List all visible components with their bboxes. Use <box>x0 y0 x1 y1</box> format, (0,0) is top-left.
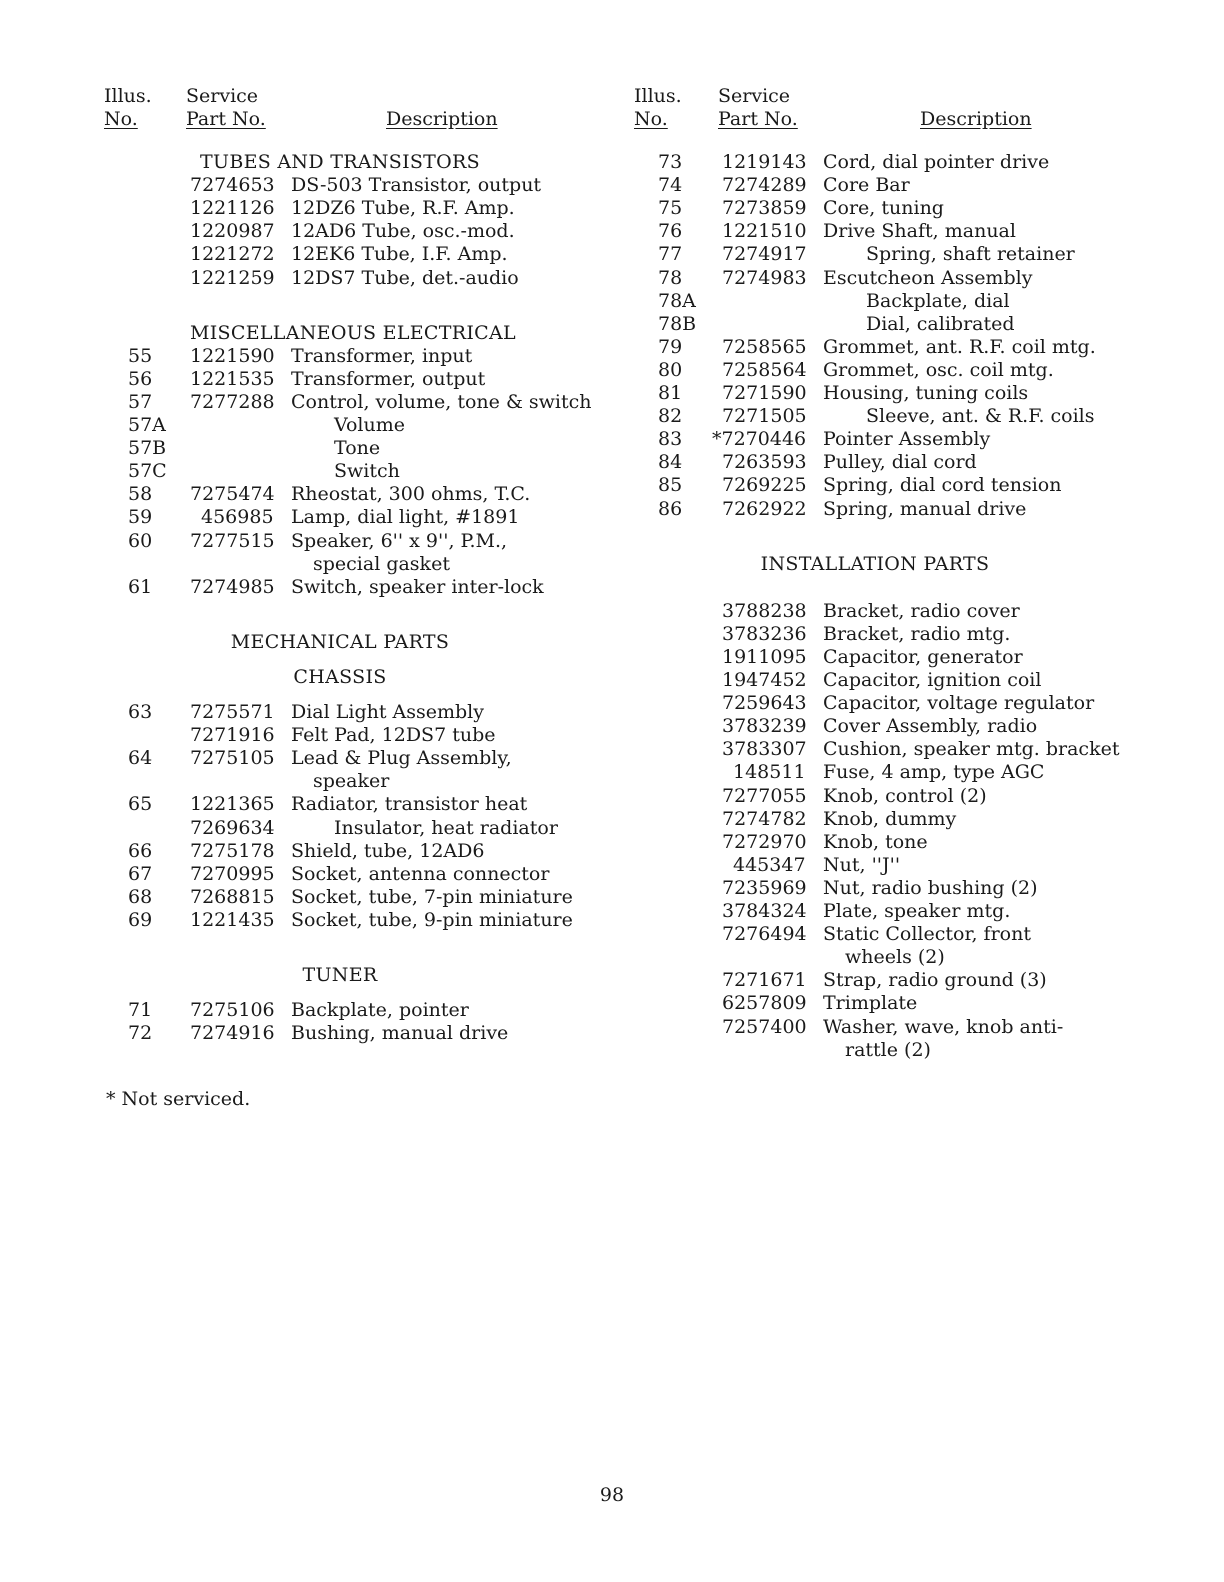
service-part-number: 7258565 <box>722 335 807 358</box>
section-heading: TUNER <box>302 964 378 986</box>
part-description: Capacitor, ignition coil <box>823 669 1042 691</box>
part-description: Pointer Assembly <box>823 428 991 451</box>
illus-number: 75 <box>658 197 683 220</box>
service-part-number: 3783239 <box>722 715 807 738</box>
part-description: Switch, speaker inter-lock <box>291 575 544 598</box>
part-description: Knob, tone <box>823 830 928 853</box>
service-part-number: 7274983 <box>722 266 807 289</box>
service-part-number: 7275105 <box>190 747 275 770</box>
part-description: Lamp, dial light, #1891 <box>291 506 520 529</box>
part-description: Sleeve, ant. & R.F. coils <box>866 405 1095 428</box>
part-description: Radiator, transistor heat <box>291 793 528 816</box>
part-description: Plate, speaker mtg. <box>823 900 1011 922</box>
part-description: Escutcheon Assembly <box>823 266 1033 289</box>
part-description: Socket, antenna connector <box>291 862 550 885</box>
illus-number: 81 <box>658 382 683 404</box>
service-part-number: 7271916 <box>190 724 275 747</box>
part-row <box>612 1016 1224 1039</box>
illus-number: 57A <box>128 414 166 436</box>
part-description: Nut, radio bushing (2) <box>823 876 1038 899</box>
part-description: Core Bar <box>823 174 910 197</box>
illus-header-line2: No. <box>634 108 668 130</box>
part-description: wheels (2) <box>845 946 945 969</box>
service-part-number: 1947452 <box>722 669 807 691</box>
service-part-number: 7275571 <box>190 701 275 723</box>
part-description: special gasket <box>313 552 450 575</box>
illus-number: 58 <box>128 483 153 506</box>
part-row <box>0 243 612 266</box>
section-heading: CHASSIS <box>293 665 387 688</box>
illus-number: 74 <box>658 174 683 197</box>
service-part-number: 7268815 <box>190 885 275 908</box>
part-row <box>0 576 612 599</box>
part-description: Cushion, speaker mtg. bracket <box>823 738 1120 761</box>
illus-number: 83 <box>658 428 683 451</box>
service-part-number: 7274653 <box>190 174 275 197</box>
illus-number: 66 <box>128 839 153 862</box>
service-part-number: 1221365 <box>190 793 275 816</box>
service-part-number: 1221272 <box>190 243 275 266</box>
part-description: Lead & Plug Assembly, <box>291 747 512 770</box>
part-description: Spring, manual drive <box>823 497 1027 520</box>
illus-number: 65 <box>128 793 153 816</box>
part-description: Tone <box>334 437 381 460</box>
part-description: Bracket, radio cover <box>823 599 1020 622</box>
illus-number: 78A <box>658 289 696 312</box>
illus-number: 84 <box>658 451 683 474</box>
service-part-number: 148511 <box>733 761 806 784</box>
page-number: 98 <box>599 1484 625 1506</box>
service-part-number: 3788238 <box>722 599 807 622</box>
part-row <box>0 553 612 576</box>
illus-number: 57B <box>128 437 167 460</box>
section-heading: MECHANICAL PARTS <box>230 630 450 653</box>
part-row <box>0 701 612 724</box>
part-row <box>612 428 1224 451</box>
part-description: Control, volume, tone & switch <box>291 390 592 413</box>
part-description: Socket, tube, 7-pin miniature <box>291 885 573 908</box>
part-description: Backplate, pointer <box>291 999 469 1022</box>
part-description: DS-503 Transistor, output <box>291 174 542 197</box>
part-description: 12DZ6 Tube, R.F. Amp. <box>291 197 515 220</box>
illus-header-line1: Illus. <box>104 85 152 107</box>
part-row <box>612 623 1224 646</box>
part-description: Drive Shaft, manual <box>823 220 1016 243</box>
illus-number: 80 <box>658 358 683 381</box>
part-row <box>612 405 1224 428</box>
section-heading: MISCELLANEOUS ELECTRICAL <box>190 321 516 344</box>
part-description: Transformer, output <box>291 367 486 390</box>
part-description: Insulator, heat radiator <box>334 816 558 839</box>
illus-number: 79 <box>658 335 683 358</box>
service-part-number: 7277288 <box>190 390 275 413</box>
service-part-number: 7274289 <box>722 174 807 197</box>
part-row <box>612 290 1224 313</box>
part-row <box>612 498 1224 521</box>
part-description: Strap, radio ground (3) <box>823 969 1047 992</box>
illus-number: 55 <box>128 344 153 367</box>
service-part-number: 1911095 <box>722 645 807 668</box>
service-part-number: 7263593 <box>722 451 807 474</box>
illus-number: 57 <box>128 390 153 413</box>
service-part-number: 7277515 <box>190 529 275 552</box>
service-part-number: 6257809 <box>722 992 807 1015</box>
part-description: Socket, tube, 9-pin miniature <box>291 908 573 931</box>
service-part-number: 1221259 <box>190 266 275 289</box>
part-row <box>612 243 1224 266</box>
illus-number: 76 <box>658 220 683 243</box>
service-part-number: 456985 <box>201 506 274 529</box>
illus-number: 64 <box>128 747 153 770</box>
service-part-number: 1221126 <box>190 197 275 220</box>
part-row <box>612 151 1224 174</box>
part-description: Dial, calibrated <box>866 312 1015 335</box>
service-part-number: 7277055 <box>722 784 807 807</box>
service-part-number: 7272970 <box>722 830 807 853</box>
part-row <box>0 220 612 243</box>
part-description: Washer, wave, knob anti- <box>823 1015 1064 1038</box>
part-row <box>612 946 1224 969</box>
service-part-number: 7258564 <box>722 358 807 381</box>
service-part-number: 3783307 <box>722 738 807 761</box>
service-part-number: 7257400 <box>722 1015 807 1038</box>
service-part-number: 7275106 <box>190 999 275 1022</box>
part-row <box>612 785 1224 808</box>
illus-number: 82 <box>658 405 683 428</box>
part-description: Capacitor, voltage regulator <box>823 692 1095 715</box>
service-part-number: 7275474 <box>190 483 275 506</box>
part-row <box>612 923 1224 946</box>
part-row <box>612 197 1224 220</box>
service-part-number: 7270995 <box>190 862 275 885</box>
part-description: Knob, dummy <box>823 807 957 830</box>
part-row <box>0 817 612 840</box>
illus-number: 61 <box>128 575 153 598</box>
service-header-line2: Part No. <box>718 108 798 130</box>
part-row <box>612 382 1224 405</box>
part-row <box>0 414 612 437</box>
part-row <box>0 174 612 197</box>
part-row <box>612 174 1224 197</box>
part-row <box>0 747 612 770</box>
service-part-number: 7271590 <box>722 382 807 404</box>
service-part-number: 7276494 <box>722 923 807 946</box>
part-description: rattle (2) <box>845 1038 931 1061</box>
part-description: 12DS7 Tube, det.-audio <box>291 266 519 289</box>
part-description: Shield, tube, 12AD6 <box>291 839 485 862</box>
illus-number: 85 <box>658 474 683 497</box>
service-header-line1: Service <box>186 85 259 107</box>
illus-number: 56 <box>128 367 153 390</box>
part-row <box>0 886 612 909</box>
illus-number: 68 <box>128 885 153 908</box>
illus-number: 67 <box>128 862 153 885</box>
illus-number: 71 <box>128 999 153 1022</box>
service-part-number: 1221535 <box>190 367 275 390</box>
part-description: Nut, ''J'' <box>823 853 901 876</box>
part-row <box>612 669 1224 692</box>
part-row <box>612 900 1224 923</box>
part-row <box>612 451 1224 474</box>
part-description: 12AD6 Tube, osc.-mod. <box>291 220 515 243</box>
service-part-number: 7273859 <box>722 197 807 220</box>
service-part-number: 7274916 <box>190 1022 275 1045</box>
part-description: Static Collector, front <box>823 923 1031 946</box>
part-description: Transformer, input <box>291 344 473 367</box>
part-row <box>0 460 612 483</box>
part-description: Bracket, radio mtg. <box>823 622 1011 645</box>
part-row <box>0 724 612 747</box>
part-row <box>0 267 612 290</box>
service-part-number: 1221435 <box>190 908 275 931</box>
part-row <box>0 1022 612 1045</box>
part-row <box>0 909 612 932</box>
illus-number: 78B <box>658 312 697 335</box>
part-row <box>0 999 612 1022</box>
illus-number: 63 <box>128 701 153 723</box>
description-header: Description <box>386 108 498 130</box>
part-row <box>0 506 612 529</box>
description-header: Description <box>920 108 1032 130</box>
part-description: 12EK6 Tube, I.F. Amp. <box>291 243 508 266</box>
part-description: Grommet, osc. coil mtg. <box>823 358 1054 381</box>
part-row <box>0 483 612 506</box>
part-description: Grommet, ant. R.F. coil mtg. <box>823 335 1096 358</box>
part-row <box>612 313 1224 336</box>
part-description: Dial Light Assembly <box>291 701 484 723</box>
part-description: Backplate, dial <box>866 289 1010 312</box>
service-header-line2: Part No. <box>186 108 266 130</box>
part-description: Core, tuning <box>823 197 944 220</box>
service-part-number: 7259643 <box>722 692 807 715</box>
part-row <box>0 840 612 863</box>
part-description: Bushing, manual drive <box>291 1022 509 1045</box>
illus-header-line1: Illus. <box>634 85 682 107</box>
part-description: Capacitor, generator <box>823 645 1023 668</box>
illus-header-line2: No. <box>104 108 138 130</box>
service-part-number: 1221510 <box>722 220 807 243</box>
part-row <box>612 220 1224 243</box>
part-row <box>612 1039 1224 1062</box>
part-row <box>612 738 1224 761</box>
part-description: Trimplate <box>823 992 918 1015</box>
part-description: Housing, tuning coils <box>823 382 1029 404</box>
service-part-number: 7274985 <box>190 575 275 598</box>
part-row <box>612 854 1224 877</box>
footnote: * Not serviced. <box>106 1088 251 1110</box>
service-part-number: 7271505 <box>722 405 807 428</box>
service-part-number: 7274917 <box>722 243 807 266</box>
part-description: Rheostat, 300 ohms, T.C. <box>291 483 531 506</box>
service-part-number: 1220987 <box>190 220 275 243</box>
service-part-number: 7269225 <box>722 474 807 497</box>
part-row <box>612 992 1224 1015</box>
part-row <box>612 600 1224 623</box>
service-part-number: *7270446 <box>712 428 807 451</box>
part-row <box>0 770 612 793</box>
illus-number: 60 <box>128 529 153 552</box>
part-description: Volume <box>334 414 405 436</box>
illus-number: 69 <box>128 908 153 931</box>
part-row <box>612 761 1224 784</box>
illus-number: 72 <box>128 1022 153 1045</box>
illus-number: 86 <box>658 497 683 520</box>
service-part-number: 7275178 <box>190 839 275 862</box>
part-description: speaker <box>313 770 390 793</box>
part-row <box>612 831 1224 854</box>
service-part-number: 7271671 <box>722 969 807 992</box>
service-part-number: 1219143 <box>722 151 807 173</box>
illus-number: 57C <box>128 460 167 483</box>
part-row <box>0 793 612 816</box>
part-row <box>612 969 1224 992</box>
part-row <box>0 345 612 368</box>
part-row <box>612 692 1224 715</box>
part-description: Switch <box>334 460 400 483</box>
part-row <box>0 863 612 886</box>
part-row <box>612 646 1224 669</box>
part-row <box>0 530 612 553</box>
service-part-number: 7262922 <box>722 497 807 520</box>
part-description: Felt Pad, 12DS7 tube <box>291 724 496 747</box>
part-row <box>0 391 612 414</box>
part-row <box>612 715 1224 738</box>
section-heading: INSTALLATION PARTS <box>760 552 990 575</box>
illus-number: 77 <box>658 243 683 266</box>
part-description: Speaker, 6'' x 9'', P.M., <box>291 529 508 552</box>
part-row <box>612 267 1224 290</box>
part-description: Cover Assembly, radio <box>823 715 1038 738</box>
service-part-number: 445347 <box>733 853 806 876</box>
service-part-number: 7269634 <box>190 816 275 839</box>
part-row <box>612 808 1224 831</box>
part-description: Pulley, dial cord <box>823 451 977 474</box>
part-row <box>0 368 612 391</box>
section-heading: TUBES AND TRANSISTORS <box>200 151 480 173</box>
service-part-number: 3784324 <box>722 900 807 922</box>
illus-number: 78 <box>658 266 683 289</box>
part-row <box>612 474 1224 497</box>
illus-number: 73 <box>658 151 683 173</box>
part-description: Spring, dial cord tension <box>823 474 1062 497</box>
part-row <box>0 197 612 220</box>
illus-number: 59 <box>128 506 153 529</box>
part-description: Fuse, 4 amp, type AGC <box>823 761 1045 784</box>
part-row <box>612 359 1224 382</box>
service-part-number: 3783236 <box>722 622 807 645</box>
part-description: Spring, shaft retainer <box>866 243 1075 266</box>
service-part-number: 7274782 <box>722 807 807 830</box>
part-row <box>0 437 612 460</box>
part-description: Knob, control (2) <box>823 784 987 807</box>
part-row <box>612 877 1224 900</box>
service-part-number: 1221590 <box>190 344 275 367</box>
part-row <box>612 336 1224 359</box>
service-part-number: 7235969 <box>722 876 807 899</box>
part-description: Cord, dial pointer drive <box>823 151 1050 173</box>
service-header-line1: Service <box>718 85 791 107</box>
